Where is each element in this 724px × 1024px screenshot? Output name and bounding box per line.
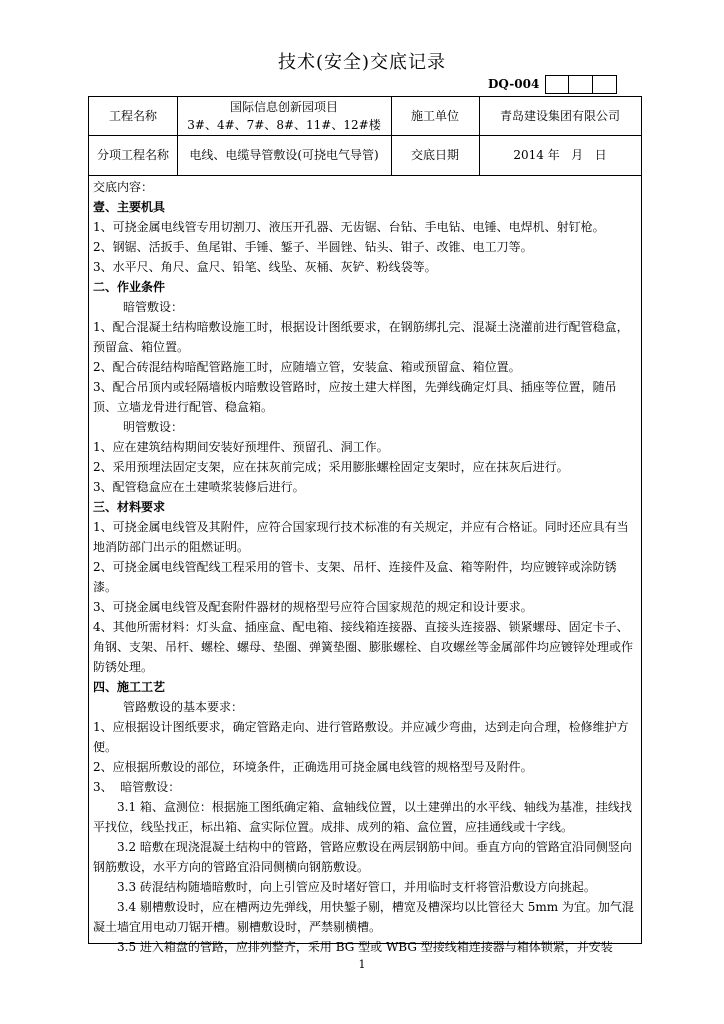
content-line: 2、采用预埋法固定支架，应在抹灰前完成；采用膨胀螺栓固定支架时，应在抹灰后进行。: [93, 460, 569, 474]
section-title: 二、作业条件: [93, 280, 166, 294]
content-line: 3.3 砖混结构随墙暗敷时，向上引管应及时堵好管口，并用临时支杆将管沿敷设方向挑起。: [117, 880, 596, 894]
doc-code-row: [488, 74, 617, 94]
contractor-label: 施工单位: [410, 109, 459, 123]
date-value: 2014 年 月 日: [513, 148, 607, 162]
content-line: 3.1 箱、盒测位：根据施工图纸确定箱、盒轴线位置，以土建弹出的水平线、轴线为基准，挂线找平找位，线坠找正，标出箱、盒实际位置。成排、成列的箱、盒位置，应挂通线或十字线。: [93, 800, 632, 834]
content-label: 交底内容：: [93, 180, 154, 194]
content-line: 3、配合吊顶内或轻隔墙板内暗敷设管路时，应按土建大样图，先弹线确定灯具、插座等位置，随吊顶、立墙龙骨进行配管、稳盒箱。: [93, 380, 617, 414]
section-title: 壹、主要机具: [93, 200, 166, 214]
table-divider: [89, 175, 641, 176]
project-name-line: 国际信息创新园项目: [229, 100, 338, 114]
content-line: 3、 暗管敷设：: [93, 780, 181, 794]
content-line: 4、其他所需材料：灯头盒、插座盒、配电箱、接线箱连接器、直接头连接器、锁紧螺母、固定卡子、角钢、支架、吊杆、螺栓、螺母、垫圈、弹簧垫圈、膨胀螺栓、自攻螺丝等金属部件均应镀锌处理或作防锈处理。: [93, 620, 634, 674]
content-line: 3.2 暗敷在现浇混凝土结构中的管路，管路应敷设在两层钢筋中间。垂直方向的管路宜沿同侧竖向钢筋敷设，水平方向的管路宜沿同侧横向钢筋敷设。: [93, 840, 632, 874]
contractor-value: 青岛建设集团有限公司: [499, 109, 620, 123]
record-frame: [88, 96, 642, 954]
content-line: 1、可挠金属电线管及其附件，应符合国家现行技术标准的有关规定，并应有合格证。同时还应具有当地消防部门出示的阻燃证明。: [93, 520, 629, 554]
project-name-line: 3#、4#、7#、8#、11#、12#楼: [187, 118, 381, 132]
content-line: 1、配合混凝土结构暗敷设施工时，根据设计图纸要求，在钢筋绑扎完、混凝土浇灌前进行配管稳盒，预留盒、箱位置。: [93, 320, 629, 354]
content-line: 3、水平尺、角尺、盒尺、铅笔、线坠、灰桶、灰铲、粉线袋等。: [93, 260, 437, 274]
content-line: 2、钢锯、活扳手、鱼尾钳、手锤、錾子、半圆锉、钻头、钳子、改锥、电工刀等。: [93, 240, 533, 254]
content-line: 3、配管稳盒应在土建喷浆装修后进行。: [93, 480, 305, 494]
doc-code: DQ-004: [488, 77, 540, 91]
page-number: 1: [358, 958, 366, 971]
content-line: 1、应根据设计图纸要求，确定管路走向、进行管路敷设。并应减少弯曲，达到走向合理，检修维护方便。: [93, 720, 629, 754]
section-title: 三、材料要求: [93, 500, 166, 514]
project-name-label: 工程名称: [108, 109, 157, 123]
code-box: [593, 75, 617, 94]
content-line: 3、可挠金属电线管及配套附件器材的规格型号应符合国家规范的规定和设计要求。: [93, 600, 533, 614]
content-subheading: 明管敷设：: [123, 420, 184, 434]
content-line: 3.5 进入箱盘的管路，应排列整齐，采用 BG 型或 WBG 型接线箱连接器与箱体锁紧，并安装: [117, 940, 613, 954]
content-line: 2、可挠金属电线管配线工程采用的管卡、支架、吊杆、连接件及盒、箱等附件，均应镀锌或涂防锈漆。: [93, 560, 617, 594]
code-box: [545, 75, 569, 94]
content-subheading: 管路敷设的基本要求：: [123, 700, 244, 714]
content-line: 1、可挠金属电线管专用切割刀、液压开孔器、无齿锯、台钻、手电钻、电锤、电焊机、射钉枪。: [93, 220, 605, 234]
document-title: 技术(安全)交底记录: [277, 52, 447, 73]
subproject-label: 分项工程名称: [96, 148, 169, 162]
code-box: [569, 75, 593, 94]
section-title: 四、施工工艺: [93, 680, 166, 694]
content-line: 2、应根据所敷设的部位，环境条件，正确选用可挠金属电线管的规格型号及附件。: [93, 760, 533, 774]
project-name-value: [177, 97, 391, 135]
content-line: 2、配合砖混结构暗配管路施工时，应随墙立管，安装盒、箱或预留盒、箱位置。: [93, 360, 521, 374]
content-line: 3.4 剔槽敷设时，应在槽两边先弹线，用快錾子剔，槽宽及槽深均以比管径大 5mm 为宜。加气混凝土墙宜用电动刀锯开槽。剔槽敷设时，严禁剔横槽。: [93, 900, 634, 934]
subproject-value: 电线、电缆导管敷设(可挠电气导管): [189, 148, 379, 162]
content-subheading: 暗管敷设：: [123, 300, 184, 314]
date-label: 交底日期: [410, 148, 459, 162]
content-line: 1、应在建筑结构期间安装好预埋件、预留孔、洞工作。: [93, 440, 389, 454]
disclosure-content: [93, 177, 637, 957]
